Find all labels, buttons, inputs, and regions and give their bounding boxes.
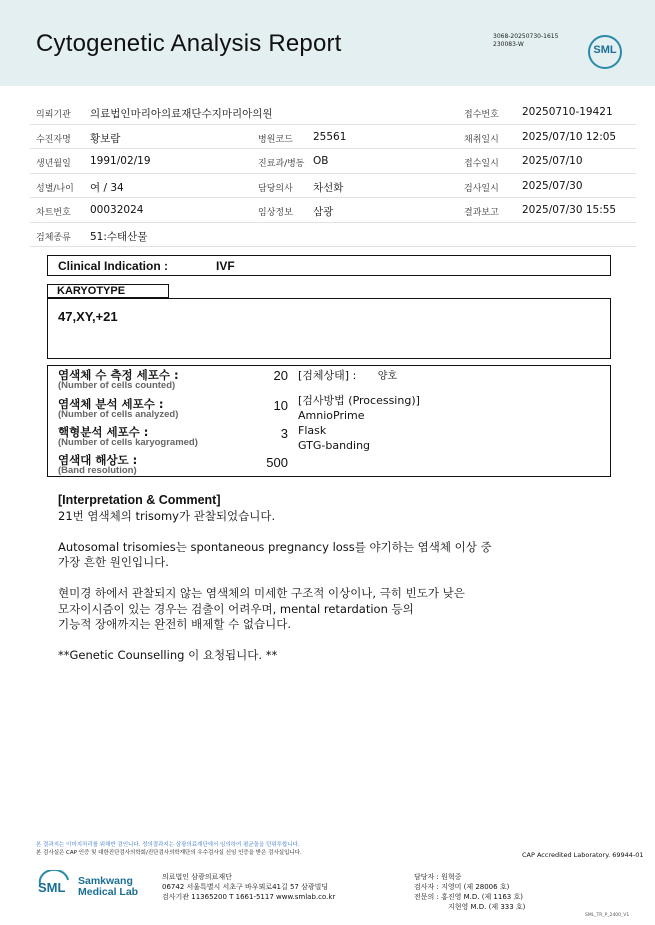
comment-line-2a: Autosomal trisomies는 spontaneous pregnancy loss를 야기하는 염색체 이상 중 xyxy=(58,539,492,554)
processing-method-label: [검사방법 (Processing)] xyxy=(298,394,420,407)
band-resolution-label-en: (Band resolution) xyxy=(58,465,137,476)
info-row-institution xyxy=(30,100,636,125)
cells-analyzed-label-en: (Number of cells analyzed) xyxy=(58,409,179,420)
tested-value: 2025/07/30 xyxy=(522,179,583,192)
cells-analyzed xyxy=(58,399,178,420)
institution-label: 의뢰기관 xyxy=(36,110,71,120)
karyotype-label: KARYOTYPE xyxy=(47,284,169,298)
band-resolution xyxy=(58,455,137,476)
cells-analyzed-value: 10 xyxy=(273,398,288,413)
receipt-no-label: 접수번호 xyxy=(464,110,499,120)
receipt-no-value: 20250710-19421 xyxy=(522,106,613,118)
footer-staff xyxy=(414,872,525,912)
staff-line-4: 지현영 M.D. (제 333 호) xyxy=(448,903,526,911)
comment-line-3b: 모자이시즘이 있는 경우는 검출이 어려우며, mental retardation 등의 xyxy=(58,601,414,616)
staff-line-1: 담당자 : 원혁중 xyxy=(414,873,462,881)
document-id-line-2: 230083-W xyxy=(493,41,524,48)
cells-counted-value: 20 xyxy=(273,368,288,383)
samkwang-logo-line-1: Samkwang xyxy=(78,875,133,887)
cells-counted-label: 염색체 수 측정 세포수 : xyxy=(58,368,179,382)
reported-label: 결과보고 xyxy=(464,208,499,218)
received-value: 2025/07/10 xyxy=(522,155,583,167)
sex-age-value: 여 / 34 xyxy=(90,181,124,194)
footer-notice-1: 본 결과지는 이미지처리를 위해반 검인니다. 정의결과지는 삼광의료재단에서 임의하여 평균돌을 던위투합니다. xyxy=(36,842,300,848)
dept-label: 진료과/병동 xyxy=(258,159,305,169)
received-label: 접수일시 xyxy=(464,159,499,169)
form-code: SML_TR_P_2400_V1 xyxy=(585,913,630,918)
processing-method-3: GTG-banding xyxy=(298,439,371,452)
specimen-value: 51:수태산물 xyxy=(90,230,148,243)
doctor-label: 담당의사 xyxy=(258,183,293,194)
cells-karyogramed xyxy=(58,427,198,448)
report-header xyxy=(0,0,655,86)
specimen-state xyxy=(298,368,397,384)
hospital-code-label: 병원코드 xyxy=(258,134,293,145)
chart-no-value: 00032024 xyxy=(90,204,144,216)
interpretation-comment xyxy=(58,493,558,664)
comment-line-3c: 기능적 장애까지는 완전히 배제할 수 없습니다. xyxy=(58,617,292,631)
tested-label: 검사일시 xyxy=(464,183,499,194)
info-row-sex-age xyxy=(30,174,636,199)
samkwang-logo-line-2: Medical Lab xyxy=(78,886,139,898)
footer-address xyxy=(162,872,335,902)
cells-karyogramed-label: 핵형분석 세포수 : xyxy=(58,425,149,439)
cells-analyzed-label: 염색체 분석 세포수 : xyxy=(58,397,164,411)
comment-title: [Interpretation & Comment] xyxy=(58,493,221,507)
clinical-info-label: 임상정보 xyxy=(258,208,293,218)
band-resolution-value: 500 xyxy=(266,455,288,470)
comment-line-2b: 가장 흔한 원인입니다. xyxy=(58,555,169,569)
dob-value: 1991/02/19 xyxy=(90,155,151,167)
samkwang-logo-icon xyxy=(36,870,72,898)
specimen-label: 검체종류 xyxy=(36,232,71,243)
footer-org: 의료법인 삼광의료재단 xyxy=(162,873,232,881)
footer-contact: 검사기관 11365200 T 1661-5117 www.smlab.co.kr xyxy=(162,893,336,901)
report-title: Cytogenetic Analysis Report xyxy=(36,30,342,57)
specimen-state-label: [검체상태] : xyxy=(298,369,357,382)
staff-line-3: 전문의 : 홍진영 M.D. (제 1163 호) xyxy=(414,893,523,901)
clinical-indication-label: Clinical Indication : xyxy=(58,259,169,273)
clinical-indication-box xyxy=(47,255,611,276)
cell-stats-box xyxy=(47,365,611,477)
comment-line-3a: 현미경 하에서 관찰되지 않는 염색체의 미세한 구조적 이상이나, 극히 빈도가 낮은 xyxy=(58,586,465,600)
karyotype-box xyxy=(47,298,611,359)
svg-text:SML: SML xyxy=(38,880,66,895)
karyotype-value: 47,XY,+21 xyxy=(58,309,118,324)
staff-line-2: 검사자 : 지영미 (제 28006 호) xyxy=(414,883,510,891)
clinical-indication-value: IVF xyxy=(216,259,235,273)
name-label: 수진자명 xyxy=(36,134,71,145)
cells-counted xyxy=(58,370,179,391)
info-row-chart xyxy=(30,198,636,223)
hospital-code-value: 25561 xyxy=(313,130,347,143)
document-id xyxy=(493,33,558,49)
samkwang-logo-text xyxy=(78,876,138,898)
cells-karyogramed-value: 3 xyxy=(280,426,288,441)
cells-counted-label-en: (Number of cells counted) xyxy=(58,380,176,391)
sml-logo-text: SML xyxy=(593,44,617,56)
processing-method xyxy=(298,393,420,453)
clinical-info-value: 삼광 xyxy=(313,206,334,218)
patient-info-table xyxy=(30,100,636,247)
collected-value: 2025/07/10 12:05 xyxy=(522,130,617,143)
footer-address-line: 06742 서울특별시 서초구 바우뫼로41길 57 삼광빌딩 xyxy=(162,883,329,891)
chart-no-label: 차트번호 xyxy=(36,208,71,218)
cells-karyogramed-label-en: (Number of cells karyogramed) xyxy=(58,437,198,448)
processing-method-1: AmnioPrime xyxy=(298,409,365,422)
processing-method-2: Flask xyxy=(298,424,327,437)
comment-line-4: **Genetic Counselling 이 요청됩니다. ** xyxy=(58,648,278,662)
collected-label: 채취일시 xyxy=(464,134,499,145)
name-value: 황보람 xyxy=(90,132,121,145)
info-row-dob xyxy=(30,149,636,174)
dept-value: OB xyxy=(313,155,329,167)
specimen-state-value: 양호 xyxy=(377,371,398,382)
cap-accreditation: CAP Accredited Laboratory. 69944-01 xyxy=(522,851,644,859)
doctor-value: 차선화 xyxy=(313,181,344,194)
reported-value: 2025/07/30 15:55 xyxy=(522,204,617,216)
dob-label: 생년월일 xyxy=(36,159,71,169)
info-row-specimen xyxy=(30,223,636,248)
footer-notice-2: 본 검사실은 CAP 인증 및 대한진단검사의학회/진단검사의학재단의 우수검사실 신임 인증을 받은 검사실입니다. xyxy=(36,850,302,856)
sex-age-label: 성별/나이 xyxy=(36,183,74,194)
institution-value: 의료법인마리아의료재단수지마리아의원 xyxy=(90,108,273,120)
comment-line-1: 21번 염색체의 trisomy가 관찰되었습니다. xyxy=(58,508,276,523)
band-resolution-label: 염색대 해상도 : xyxy=(58,453,138,467)
info-row-name xyxy=(30,125,636,150)
document-id-line-1: 3068-20250730-1615 xyxy=(493,33,559,40)
footer-notice xyxy=(36,841,302,857)
